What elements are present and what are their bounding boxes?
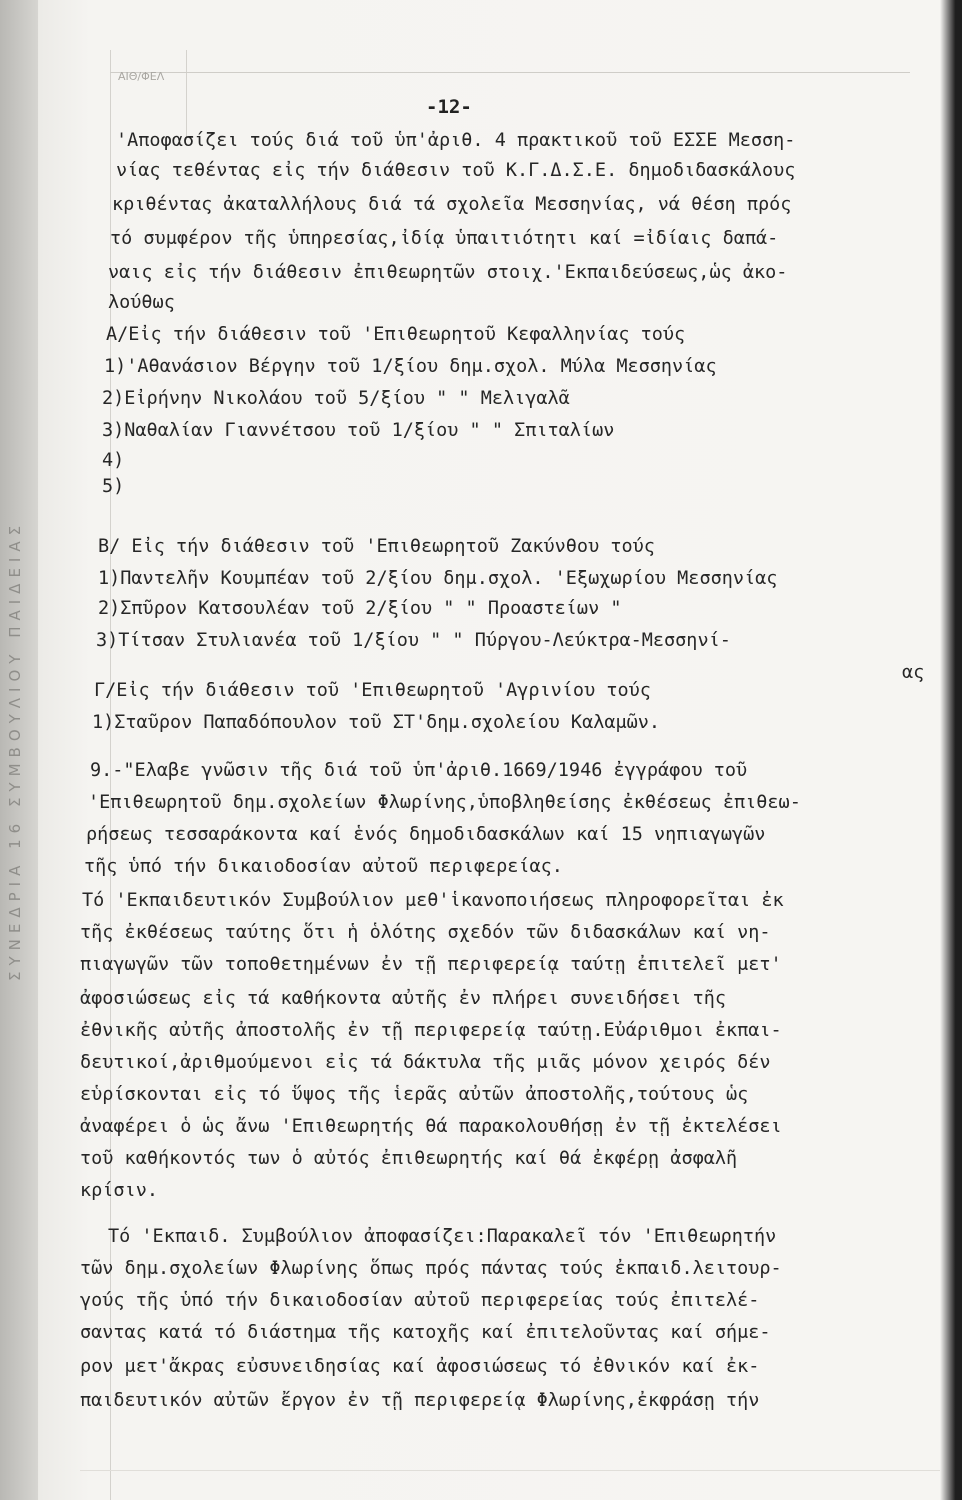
text-line: ας: [902, 662, 925, 683]
text-line: σαντας κατά τό διάστημα τῆς κατοχῆς καί ἐπιτελοῦντας καί σήμε-: [80, 1322, 771, 1343]
text-line: τῶν δημ.σχολείων Φλωρίνης ὅπως πρός πάντας τούς ἐκπαιδ.λειτουρ-: [80, 1258, 782, 1279]
text-line: ἀφοσιώσεως εἰς τά καθήκοντα αὐτῆς ἐν πλήρει συνειδήσει τῆς: [80, 988, 727, 1009]
text-line: 'Επιθεωρητοῦ δημ.σχολείων Φλωρίνης,ὑποβληθείσης ἐκθέσεως ἐπιθεω-: [88, 792, 801, 813]
top-rule: [110, 72, 910, 73]
text-line: πιαγωγῶν τῶν τοποθετημένων ἐν τῇ περιφερείᾳ ταύτῃ ἐπιτελεῖ μετ': [80, 954, 782, 975]
text-line: ρον μετ'ἄκρας εὐσυνειδησίας καί ἀφοσιώσεως τό ἐθνικόν καί ἐκ-: [80, 1356, 760, 1377]
text-line: 4): [102, 450, 125, 471]
text-line: κριθέντας ἀκαταλλήλους διά τά σχολεῖα Μεσσηνίας, νά θέση πρός: [112, 194, 792, 215]
text-line: τοῦ καθήκοντός των ὁ αὐτός ἐπιθεωρητής καί θά ἐκφέρῃ ἀσφαλῆ: [80, 1148, 738, 1169]
text-line: τῆς ἐκθέσεως ταύτης ὅτι ἡ ὁλότης σχεδόν τῶν διδασκάλων καί νη-: [80, 922, 771, 943]
text-line: ναις εἰς τήν διάθεσιν ἐπιθεωρητῶν στοιχ.'Εκπαιδεύσεως,ὡς ἀκο-: [108, 262, 788, 283]
text-line: 2)Εἰρήνην Νικολάου τοῦ 5/ξίου " " Μελιγαλᾶ: [102, 388, 570, 409]
text-line: λούθως: [108, 292, 175, 313]
text-line: εὑρίσκονται εἰς τό ὕψος τῆς ἱερᾶς αὐτῶν ἀποστολῆς,τούτους ὡς: [80, 1084, 749, 1105]
text-line: Β/ Εἰς τήν διάθεσιν τοῦ 'Επιθεωρητοῦ Ζακύνθου τούς: [98, 536, 655, 557]
text-line: Τό 'Εκπαιδευτικόν Συμβούλιον μεθ'ἱκανοποιήσεως πληροφορεῖται ἐκ: [82, 890, 784, 911]
page-number: -12-: [426, 96, 472, 118]
text-line: ἀναφέρει ὁ ὡς ἄνω 'Επιθεωρητής θά παρακολουθήσῃ ἐν τῇ ἐκτελέσει: [80, 1116, 782, 1137]
text-line: Α/Εἰς τήν διάθεσιν τοῦ 'Επιθεωρητοῦ Κεφαλληνίας τούς: [106, 324, 686, 345]
text-line: γούς τῆς ὑπό τήν δικαιοδοσίαν αὐτοῦ περιφερείας τούς ἐπιτελέ-: [80, 1290, 760, 1311]
text-line: 1)Παντελῆν Κουμπέαν τοῦ 2/ξίου δημ.σχολ. 'Εξωχωρίου Μεσσηνίας: [98, 568, 778, 589]
text-line: 9.-"Ελαβε γνῶσιν τῆς διά τοῦ ὑπ'ἀριθ.1669/1946 ἐγγράφου τοῦ: [90, 760, 748, 781]
margin-stamp: ΣΥΝΕΔΡΙΑ 16 ΣΥΜΒΟΥΛΙΟΥ ΠΑΙΔΕΙΑΣ: [6, 519, 24, 981]
text-line: κρίσιν.: [80, 1180, 158, 1201]
text-line: δευτικοί,ἀριθμούμενοι εἰς τά δάκτυλα τῆς μιᾶς μόνον χειρός δέν: [80, 1052, 771, 1073]
corner-mark: ΑΙΘ/ΦΕΛ: [118, 70, 165, 83]
text-line: νίας τεθέντας εἰς τήν διάθεσιν τοῦ Κ.Γ.Δ.Σ.Ε. δημοδιδασκάλους: [116, 160, 796, 181]
text-line: 1)Σταῦρον Παπαδόπουλον τοῦ ΣΤ'δημ.σχολείου Καλαμῶν.: [92, 712, 661, 733]
text-line: Γ/Εἰς τήν διάθεσιν τοῦ 'Επιθεωρητοῦ 'Αγρινίου τούς: [94, 680, 651, 701]
text-line: τό συμφέρον τῆς ὑπηρεσίας,ἰδίᾳ ὑπαιτιότητι καί =ἰδίαις δαπά-: [110, 228, 779, 249]
text-line: παιδευτικόν αὐτῶν ἔργον ἐν τῇ περιφερείᾳ Φλωρίνης,ἐκφράσῃ τήν: [80, 1390, 760, 1411]
header-rule: [186, 50, 187, 140]
text-line: 'Αποφασίζει τούς διά τοῦ ὑπ'ἀριθ. 4 πρακτικοῦ τοῦ ΕΣΣΕ Μεσση-: [116, 130, 796, 151]
text-line: ρήσεως τεσσαράκοντα καί ἑνός δημοδιδασκάλων καί 15 νηπιαγωγῶν: [86, 824, 766, 845]
text-line: τῆς ὑπό τήν δικαιοδοσίαν αὐτοῦ περιφερείας.: [84, 856, 563, 877]
text-line: 3)Τίτσαν Στυλιανέα τοῦ 1/ξίου " " Πύργου-Λεύκτρα-Μεσσηνί-: [96, 630, 731, 651]
text-line: ἐθνικῆς αὐτῆς ἀποστολῆς ἐν τῇ περιφερείᾳ ταύτῃ.Εὐάριθμοι ἐκπαι-: [80, 1020, 782, 1041]
page-edge-shadow: [940, 0, 962, 1500]
text-line: 1)'Αθανάσιον Βέργην τοῦ 1/ξίου δημ.σχολ. Μύλα Μεσσηνίας: [104, 356, 717, 377]
text-line: Τό 'Εκπαιδ. Συμβούλιον ἀποφασίζει:Παρακαλεῖ τόν 'Επιθεωρητήν: [108, 1226, 777, 1247]
text-line: 3)Ναθαλίαν Γιαννέτσου τοῦ 1/ξίου " " Σπιταλίων: [102, 420, 615, 441]
text-line: 2)Σπῦρον Κατσουλέαν τοῦ 2/ξίου " " Προαστείων ": [98, 598, 622, 619]
book-binding: [0, 0, 38, 1500]
text-line: 5): [102, 476, 125, 497]
bottom-rule: [80, 1470, 940, 1471]
